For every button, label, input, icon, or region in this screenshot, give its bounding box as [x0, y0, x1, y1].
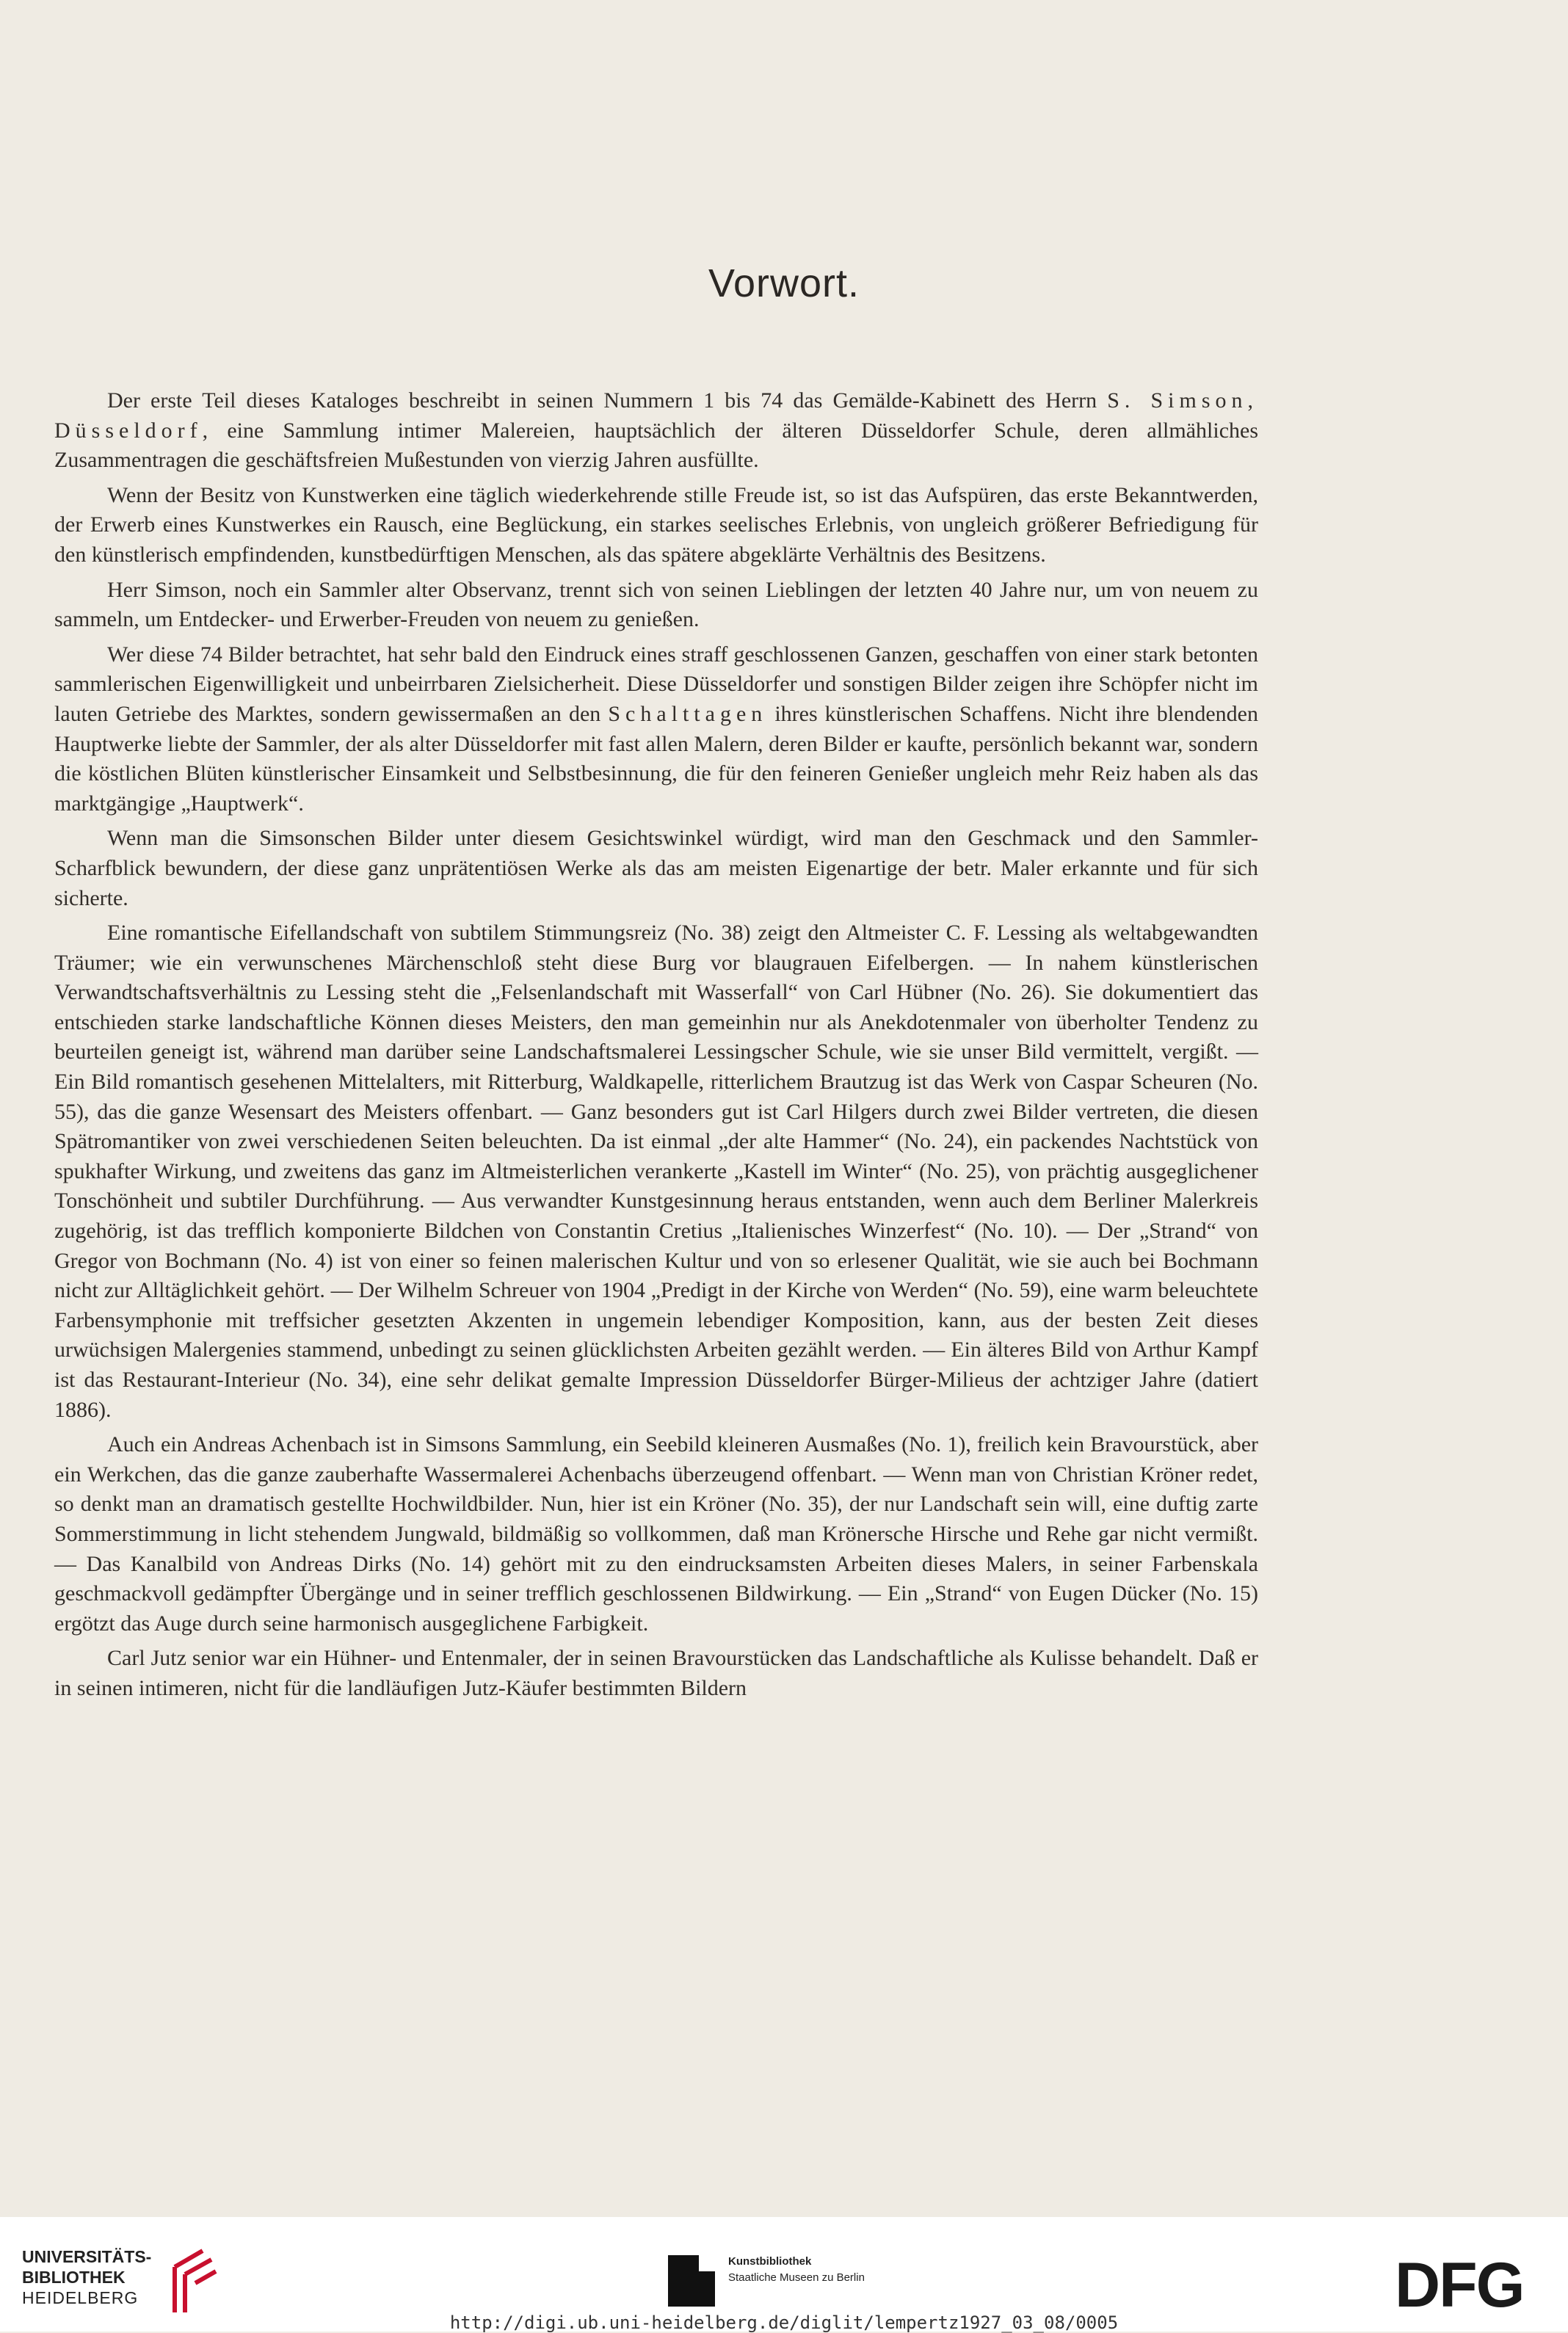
paragraph-4	[54, 640, 1258, 819]
university-line-1: UNIVERSITÄTS-	[22, 2247, 152, 2266]
university-line-3: HEIDELBERG	[22, 2288, 139, 2307]
kunstbibliothek-logo-icon	[668, 2255, 715, 2307]
dfg-logo: DFG	[1395, 2250, 1524, 2321]
footer-bar	[0, 2217, 1568, 2332]
emphasis-schalttagen: Schalttagen	[608, 701, 768, 726]
paragraph-4-end: ihres künstlerischen Schaffens. Nicht ihre blendenden Hauptwerke liebte der Sammler, der als alter Düsseldorfer mit fast allen Malern, deren Bilder er kaufte, persönlich bekannt war, sondern die köstlichen Blüten künstlerischer Einsamkeit und Selbstbesinnung, die für den feineren Genießer ungleich mehr Reiz haben als das marktgängige „Hauptwerk“.	[54, 701, 1258, 816]
paragraph-1-end: , eine Sammlung intimer Malereien, hauptsächlich der älteren Düsseldorfer Schule, deren allmähliches Zusammentragen die geschäftsfreien Mußestunden von vierzig Jahren ausfüllte.	[54, 418, 1258, 473]
paragraph-5: Wenn man die Simsonschen Bilder unter diesem Gesichtswinkel würdigt, wird man den Geschmack und den Sammler-Scharfblick bewundern, der diese ganz unprätentiösen Werke als das am meisten Eigenartige der betr. Maler erkannte und für sich sicherte.	[54, 826, 1258, 910]
paragraph-1-start: Der erste Teil dieses Kataloges beschreibt in seinen Nummern 1 bis 74 das Gemälde-Kabinett des Herrn	[107, 388, 1108, 413]
paragraph-2: Wenn der Besitz von Kunstwerken eine täglich wiederkehrende stille Freude ist, so ist das Aufspüren, das erste Bekanntwerden, der Erwerb eines Kunstwerkes ein Rausch, eine Beglückung, ein starkes seelisches Erlebnis, von ungleich größerer Befriedigung für den künstlerisch empfindenden, kunstbedürftigen Menschen, als das spätere abgeklärte Verhältnis des Besitzens.	[54, 482, 1258, 567]
paragraph-1	[54, 386, 1258, 476]
body-text	[54, 386, 1258, 1709]
paragraph-6: Eine romantische Eifellandschaft von subtilem Stimmungsreiz (No. 38) zeigt den Altmeister C. F. Lessing als weltabgewandten Träumer; wie ein verwunschenes Märchenschloß steht diese Burg vor blaugrauen Eifelbergen. — In nahem künstlerischen Verwandtschaftsverhältnis zu Lessing steht die „Felsenlandschaft mit Wasserfall“ von Carl Hübner (No. 26). Sie dokumentiert das entschieden starke landschaftliche Können dieses Meisters, den man gemeinhin nur als Anekdotenmaler von überholter Tendenz zu beurteilen geneigt ist, während man darüber seine Landschaftsmalerei Lessingscher Schule, wie sie unser Bild vermittelt, vergißt. — Ein Bild romantisch gesehenen Mittelalters, mit Ritterburg, Waldkapelle, ritterlichem Brautzug ist das Werk von Caspar Scheuren (No. 55), das die ganze Wesensart des Meisters offenbart. — Ganz besonders gut ist Carl Hilgers durch zwei Bilder vertreten, die diesen Spätromantiker von zwei verschiedenen Seiten beleuchten. Da ist einmal „der alte Hammer“ (No. 24), ein packendes Nachtstück von spukhafter Wirkung, und zweitens das ganz im Altmeisterlichen verankerte „Kastell im Winter“ (No. 25), von prächtig ausgeglichener Tonschönheit und subtiler Durchführung. — Aus verwandter Kunstgesinnung heraus entstanden, wenn auch dem Berliner Malerkreis zugehörig, ist das trefflich komponierte Bildchen von Constantin Cretius „Italienisches Winzerfest“ (No. 10). — Der „Strand“ von Gregor von Bochmann (No. 4) ist von einer so feinen malerischen Kultur und von so erlesener Qualität, wie sie auch bei Bochmann nicht zur Alltäglichkeit gehört. — Der Wilhelm Schreuer von 1904 „Predigt in der Kirche von Werden“ (No. 59), eine warm beleuchtete Farbensymphonie mit treffsicher gesetzten Akzenten in ungemein lebendiger Komposition, kann, aus der besten Zeit dieses urwüchsigen Malergenies stammend, unbedingt zu seinen glücklichsten Arbeiten gezählt werden. — Ein älteres Bild von Arthur Kampf ist das Restaurant-Interieur (No. 34), eine sehr delikat gemalte Impression Düsseldorfer Bürger-Milieus der achtziger Jahre (datiert 1886).	[54, 921, 1258, 1422]
page-title: Vorwort.	[708, 261, 860, 305]
university-line-2: BIBLIOTHEK	[22, 2268, 126, 2287]
university-logo-icon	[160, 2245, 219, 2315]
kunstbibliothek-line-1: Kunstbibliothek	[728, 2255, 812, 2268]
paragraph-4-start: Wer diese 74 Bilder betrachtet, hat sehr bald den Eindruck eines straff geschlossenen Ganzen, geschaffen von einer stark betonten sammlerischen Eigenwilligkeit und unbeirrbaren Zielsicherheit. Diese Düsseldorfer und sonstigen Bilder zeigen ihre Schöpfer nicht im lauten Getriebe des Marktes, sondern gewissermaßen an den	[54, 642, 1258, 726]
permalink-url[interactable]: http://digi.ub.uni-heidelberg.de/diglit/lempertz1927_03_08/0005	[449, 2312, 1119, 2333]
university-library-link[interactable]	[22, 2246, 151, 2308]
collector-name: S. Simson, Düsseldorf	[54, 388, 1258, 443]
kunstbibliothek-label	[728, 2254, 865, 2286]
paragraph-8: Carl Jutz senior war ein Hühner- und Entenmaler, der in seinen Bravourstücken das Landschaftliche als Kulisse behandelt. Daß er in seinen intimeren, nicht für die landläufigen Jutz-Käufer bestimmten Bildern	[54, 1646, 1258, 1700]
kunstbibliothek-line-2: Staatliche Museen zu Berlin	[728, 2271, 865, 2284]
paragraph-7: Auch ein Andreas Achenbach ist in Simsons Sammlung, ein Seebild kleineren Ausmaßes (No. 1), freilich kein Bravourstück, aber ein Werkchen, das die ganze zauberhafte Wassermalerei Achenbachs überzeugend offenbart. — Wenn man von Christian Kröner redet, so denkt man an dramatisch gestellte Hochwildbilder. Nun, hier ist ein Kröner (No. 35), der nur Landschaft sein will, eine duftig zarte Sommerstimmung in licht stehendem Jungwald, bildmäßig so vollkommen, daß man Krönersche Hirsche und Rehe gar nicht vermißt. — Das Kanalbild von Andreas Dirks (No. 14) gehört mit zu den eindrucksamsten Arbeiten dieses Malers, in seiner Farbenskala geschmackvoll gedämpfter Übergänge und in seiner trefflich geschlossenen Bildwirkung. — Ein „Strand“ von Eugen Dücker (No. 15) ergötzt das Auge durch seine harmonisch ausgeglichene Farbigkeit.	[54, 1432, 1258, 1636]
paragraph-3: Herr Simson, noch ein Sammler alter Observanz, trennt sich von seinen Lieblingen der letzten 40 Jahre nur, um von neuem zu sammeln, um Entdecker- und Erwerber-Freuden von neuem zu genießen.	[54, 577, 1258, 632]
